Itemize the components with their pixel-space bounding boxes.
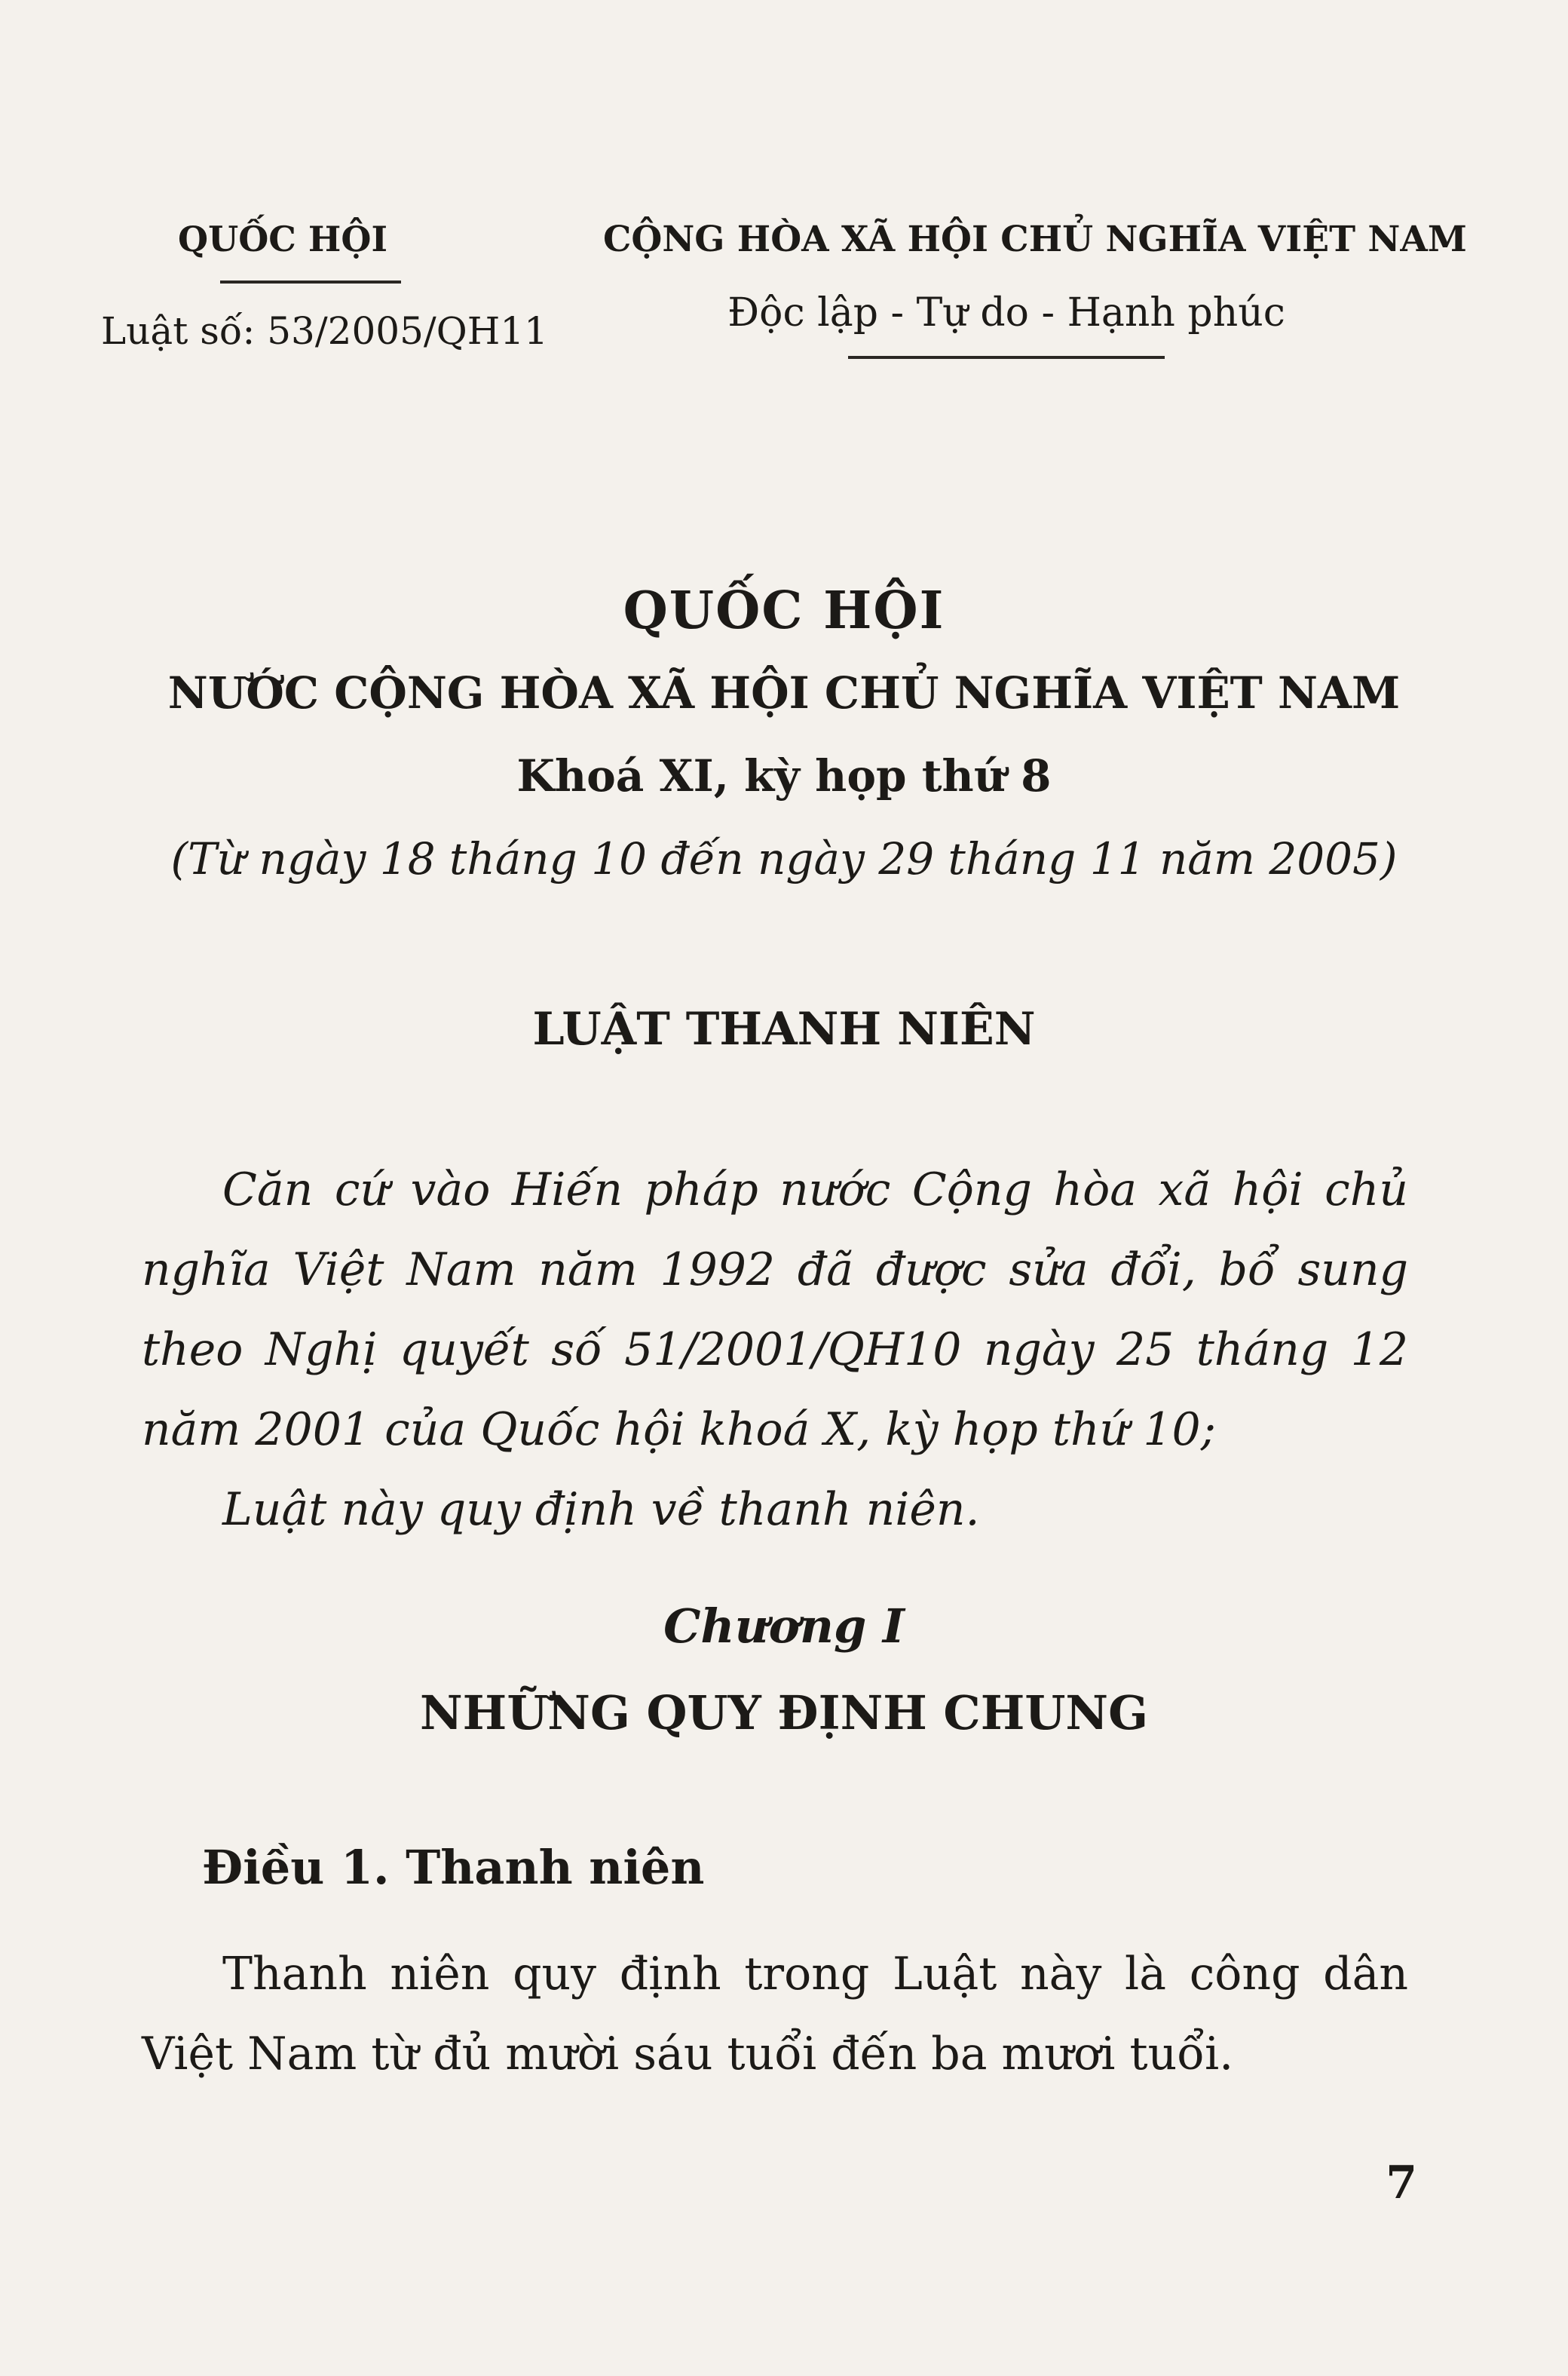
state-motto: Độc lập - Tự do - Hạnh phúc bbox=[727, 290, 1285, 336]
article-body-line: Việt Nam từ đủ mười sáu tuổi đến ba mươi tuổi. bbox=[142, 2028, 1234, 2080]
law-title: LUẬT THANH NIÊN bbox=[532, 1003, 1036, 1056]
preamble-scope: Luật này quy định về thanh niên. bbox=[222, 1483, 980, 1536]
issuer-underline bbox=[220, 281, 401, 284]
preamble-line: năm 2001 của Quốc hội khoá X, kỳ họp thứ 10; bbox=[142, 1403, 1216, 1456]
state-title: CỘNG HÒA XÃ HỘI CHỦ NGHĨA VIỆT NAM bbox=[603, 219, 1467, 260]
preamble-line: Căn cứ vào Hiến pháp nước Cộng hòa xã hội chủ bbox=[222, 1163, 1408, 1216]
chapter-title: NHỮNG QUY ĐỊNH CHUNG bbox=[419, 1685, 1149, 1740]
preamble-line: nghĩa Việt Nam năm 1992 đã được sửa đổi, bổ sung bbox=[142, 1243, 1408, 1296]
article-body-line: Thanh niên quy định trong Luật này là công dân bbox=[222, 1948, 1408, 2000]
issuer-name: QUỐC HỘI bbox=[178, 219, 387, 259]
law-number: Luật số: 53/2005/QH11 bbox=[101, 309, 548, 353]
motto-underline bbox=[848, 356, 1165, 359]
chapter-number: Chương I bbox=[663, 1599, 905, 1654]
assembly-heading: QUỐC HỘI bbox=[623, 581, 945, 641]
article-heading: Điều 1. Thanh niên bbox=[202, 1840, 705, 1895]
page-number: 7 bbox=[1386, 2157, 1417, 2209]
session-dates: (Từ ngày 18 tháng 10 đến ngày 29 tháng 11 năm 2005) bbox=[170, 833, 1398, 884]
country-heading: NƯỚC CỘNG HÒA XÃ HỘI CHỦ NGHĨA VIỆT NAM bbox=[167, 667, 1401, 719]
session-heading: Khoá XI, kỳ họp thứ 8 bbox=[516, 750, 1052, 802]
preamble-line: theo Nghị quyết số 51/2001/QH10 ngày 25 tháng 12 bbox=[142, 1323, 1408, 1376]
